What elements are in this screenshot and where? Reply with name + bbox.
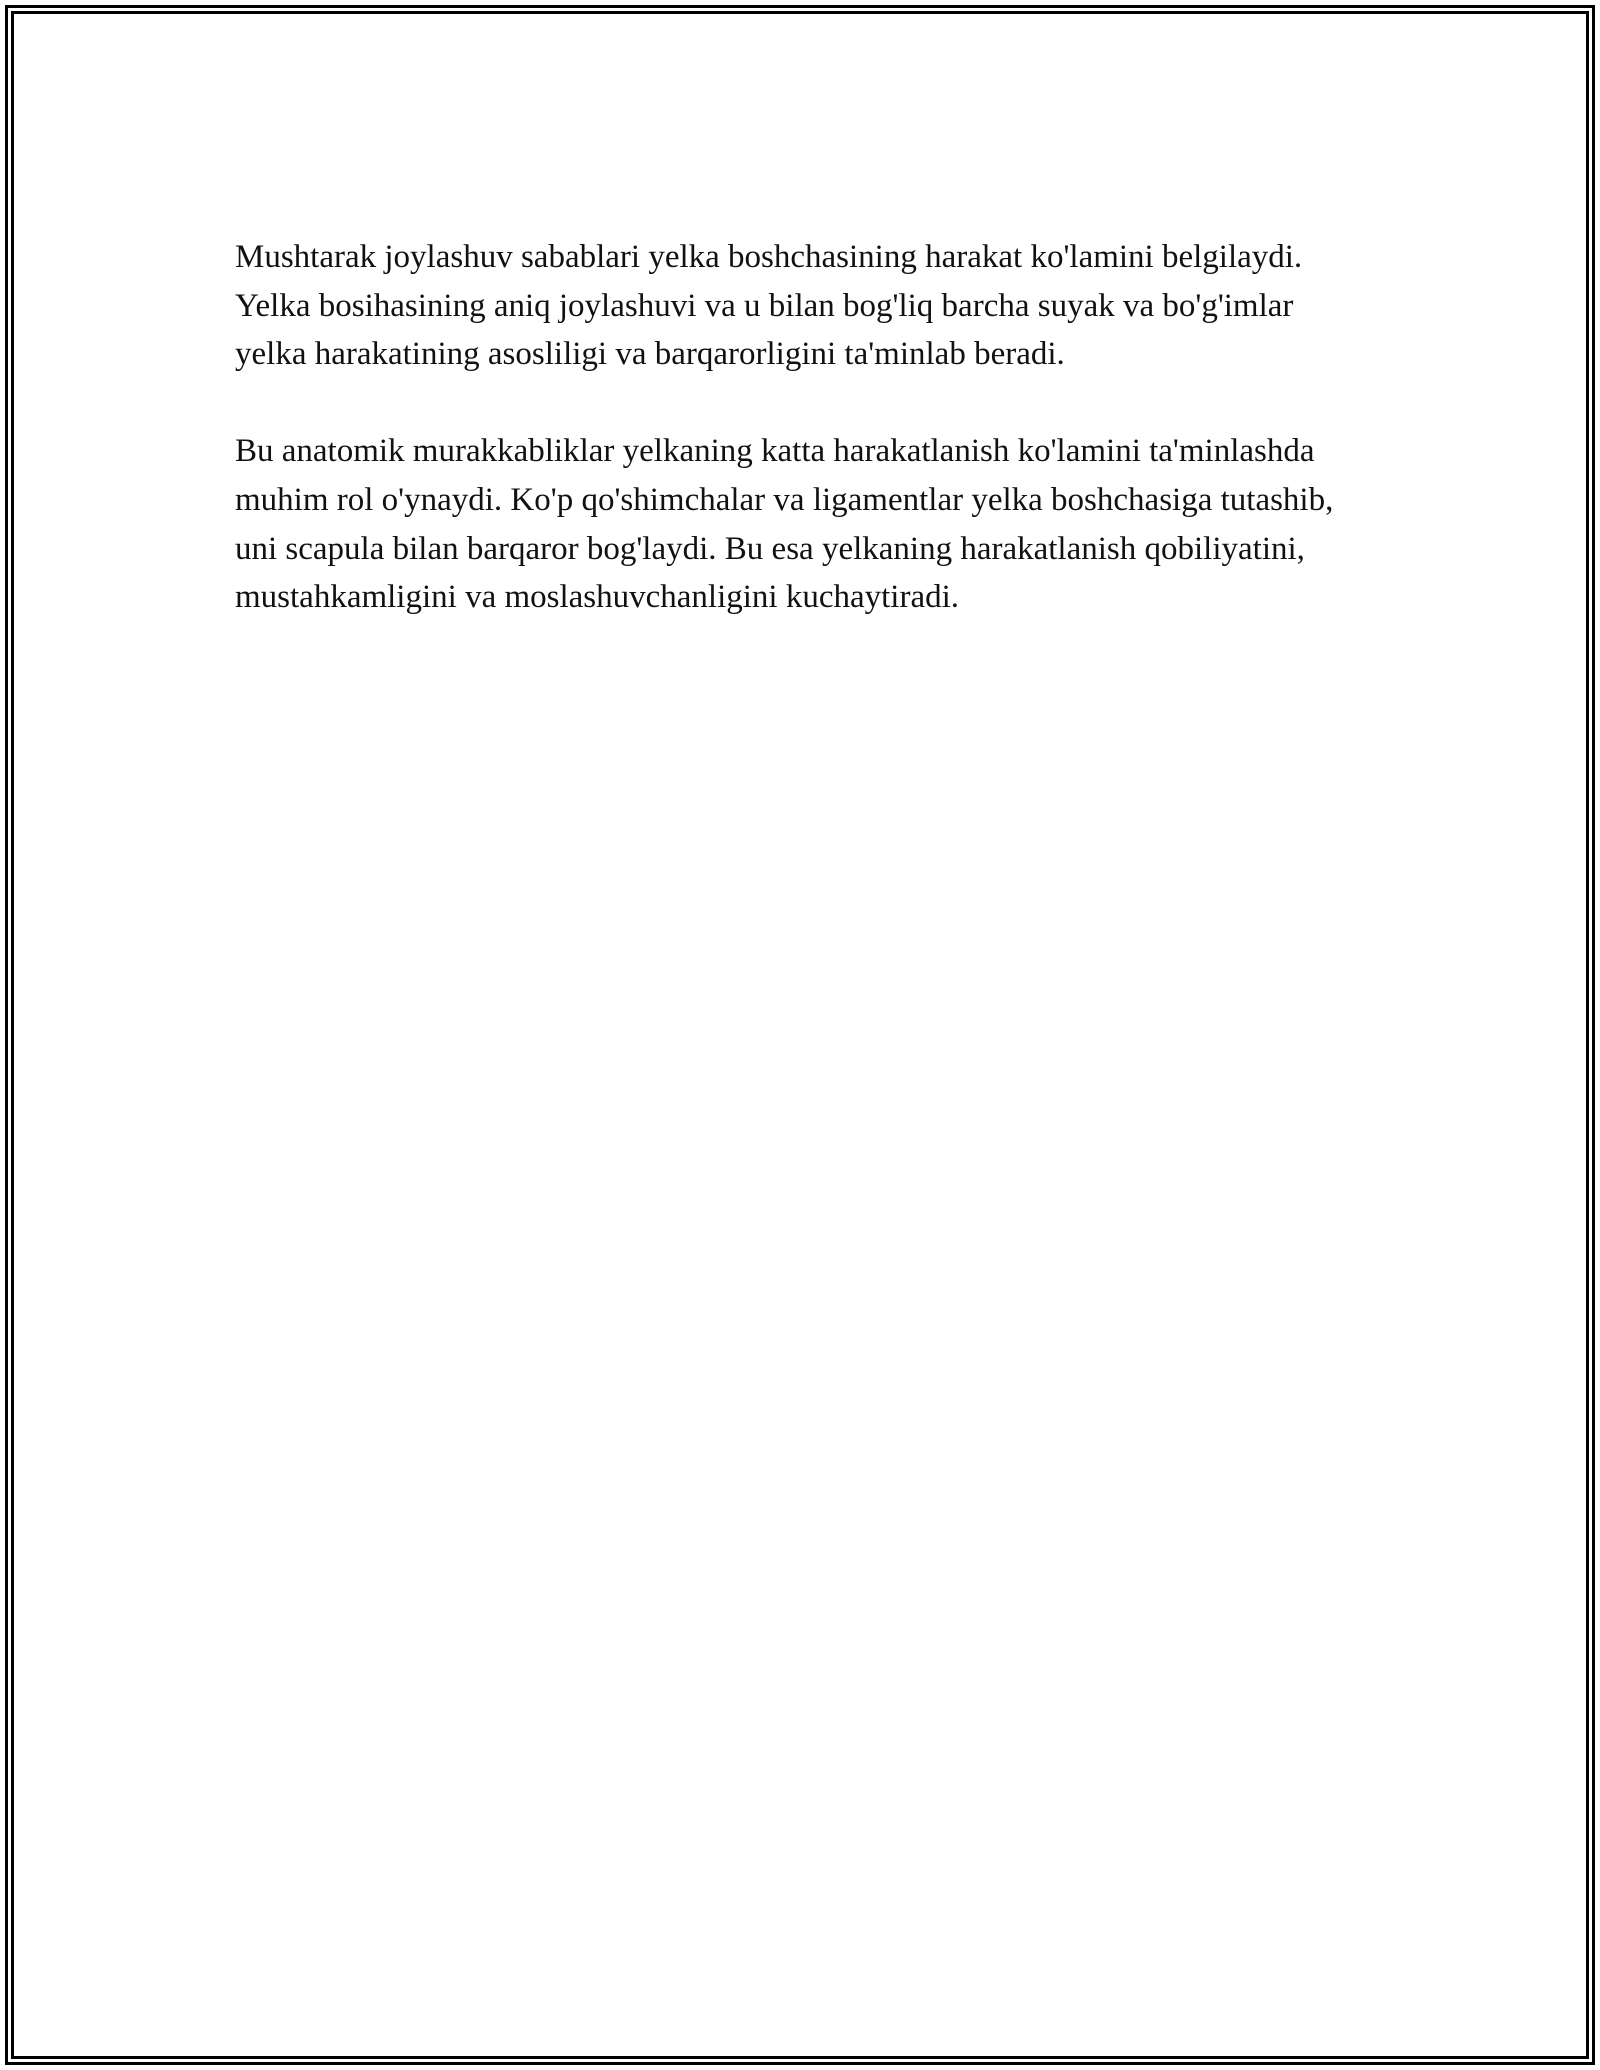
document-body: [235, 233, 1365, 622]
paragraph-2: Bu anatomik murakkabliklar yelkaning katta harakatlanish ko'lamini ta'minlashda muhim rol o'ynaydi. Ko'p qo'shimchalar va ligamentlar yelka boshchasiga tutashib, uni scapula bilan barqaror bog'laydi. Bu esa yelkaning harakatlanish qobiliyatini, mustahkamligini va moslashuvchanligini kuchaytiradi.: [235, 433, 1334, 616]
paragraph-1: Mushtarak joylashuv sabablari yelka boshchasining harakat ko'lamini belgilaydi. Yelka bosihasining aniq joylashuvi va u bilan bog'liq barcha suyak va bo'g'imlar yelka harakatining asosliligi va barqarorligini ta'minlab beradi.: [235, 239, 1303, 373]
